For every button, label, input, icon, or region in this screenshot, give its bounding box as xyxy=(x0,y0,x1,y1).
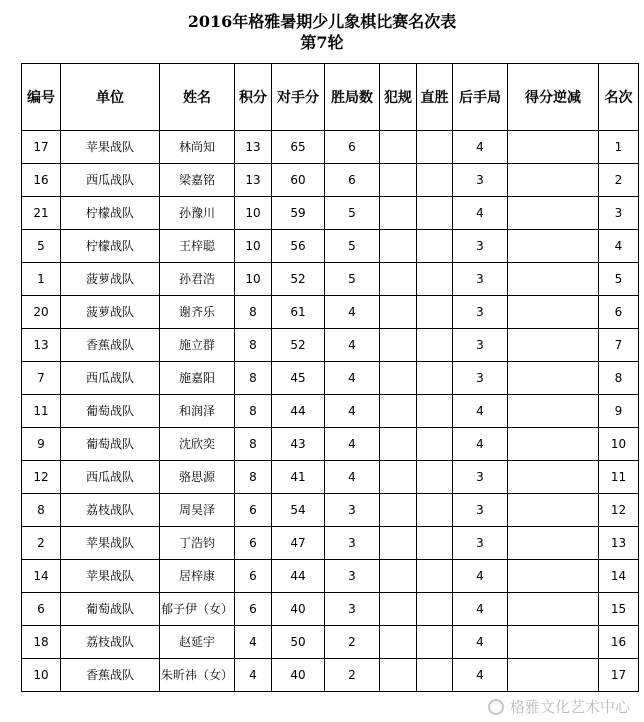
cell-points: 6 xyxy=(235,560,272,593)
cell-black-games: 4 xyxy=(453,659,508,692)
cell-black-games: 3 xyxy=(453,164,508,197)
cell-points: 4 xyxy=(235,626,272,659)
cell-rank: 4 xyxy=(599,230,639,263)
cell-number: 11 xyxy=(22,395,61,428)
cell-black-games: 3 xyxy=(453,494,508,527)
cell-wins: 4 xyxy=(325,329,380,362)
cell-black-games: 4 xyxy=(453,131,508,164)
cell-team: 荔枝战队 xyxy=(61,626,160,659)
cell-points: 6 xyxy=(235,494,272,527)
cell-rank: 14 xyxy=(599,560,639,593)
cell-points: 10 xyxy=(235,197,272,230)
cell-reverse-score xyxy=(508,461,599,494)
cell-opponent-score: 61 xyxy=(272,296,325,329)
cell-name: 施嘉阳 xyxy=(160,362,235,395)
cell-fouls xyxy=(380,362,417,395)
cell-name: 朱昕祎（女） xyxy=(160,659,235,692)
cell-number: 2 xyxy=(22,527,61,560)
table-row xyxy=(22,560,639,593)
table-row xyxy=(22,263,639,296)
cell-direct-wins xyxy=(417,395,453,428)
cell-reverse-score xyxy=(508,428,599,461)
cell-name: 孙君浩 xyxy=(160,263,235,296)
cell-name: 居梓康 xyxy=(160,560,235,593)
cell-wins: 4 xyxy=(325,461,380,494)
cell-team: 葡萄战队 xyxy=(61,593,160,626)
cell-black-games: 3 xyxy=(453,296,508,329)
cell-opponent-score: 52 xyxy=(272,329,325,362)
wechat-logo-icon xyxy=(488,699,504,715)
cell-wins: 4 xyxy=(325,428,380,461)
cell-name: 谢齐乐 xyxy=(160,296,235,329)
cell-wins: 6 xyxy=(325,164,380,197)
cell-name: 丁浩钧 xyxy=(160,527,235,560)
cell-number: 17 xyxy=(22,131,61,164)
cell-black-games: 4 xyxy=(453,428,508,461)
cell-direct-wins xyxy=(417,296,453,329)
table-row xyxy=(22,131,639,164)
cell-team: 香蕉战队 xyxy=(61,659,160,692)
cell-number: 7 xyxy=(22,362,61,395)
cell-team: 葡萄战队 xyxy=(61,428,160,461)
cell-team: 苹果战队 xyxy=(61,560,160,593)
cell-rank: 12 xyxy=(599,494,639,527)
cell-name: 赵延宇 xyxy=(160,626,235,659)
cell-reverse-score xyxy=(508,263,599,296)
cell-rank: 5 xyxy=(599,263,639,296)
cell-wins: 3 xyxy=(325,593,380,626)
cell-points: 8 xyxy=(235,362,272,395)
cell-reverse-score xyxy=(508,131,599,164)
cell-rank: 8 xyxy=(599,362,639,395)
cell-opponent-score: 59 xyxy=(272,197,325,230)
header-reverse-score: 得分逆减 xyxy=(508,64,599,131)
header-direct-wins: 直胜 xyxy=(417,64,453,131)
cell-reverse-score xyxy=(508,329,599,362)
cell-opponent-score: 52 xyxy=(272,263,325,296)
cell-number: 6 xyxy=(22,593,61,626)
cell-rank: 7 xyxy=(599,329,639,362)
cell-fouls xyxy=(380,164,417,197)
cell-direct-wins xyxy=(417,593,453,626)
cell-direct-wins xyxy=(417,560,453,593)
cell-fouls xyxy=(380,593,417,626)
cell-reverse-score xyxy=(508,230,599,263)
table-row xyxy=(22,428,639,461)
cell-name: 骆思源 xyxy=(160,461,235,494)
table-row xyxy=(22,230,639,263)
table-body xyxy=(22,131,639,692)
cell-black-games: 3 xyxy=(453,362,508,395)
cell-number: 14 xyxy=(22,560,61,593)
cell-rank: 3 xyxy=(599,197,639,230)
table-row xyxy=(22,659,639,692)
cell-opponent-score: 50 xyxy=(272,626,325,659)
header-opponent-score: 对手分 xyxy=(272,64,325,131)
cell-name: 郁子伊（女） xyxy=(160,593,235,626)
cell-points: 8 xyxy=(235,428,272,461)
cell-direct-wins xyxy=(417,461,453,494)
cell-points: 8 xyxy=(235,296,272,329)
cell-direct-wins xyxy=(417,164,453,197)
watermark xyxy=(488,696,630,717)
cell-number: 18 xyxy=(22,626,61,659)
table-row xyxy=(22,626,639,659)
cell-team: 苹果战队 xyxy=(61,131,160,164)
cell-points: 10 xyxy=(235,263,272,296)
cell-name: 梁嘉铭 xyxy=(160,164,235,197)
cell-opponent-score: 65 xyxy=(272,131,325,164)
cell-direct-wins xyxy=(417,527,453,560)
cell-opponent-score: 45 xyxy=(272,362,325,395)
cell-black-games: 3 xyxy=(453,527,508,560)
watermark-text: 格雅文化艺术中心 xyxy=(509,698,630,716)
cell-rank: 1 xyxy=(599,131,639,164)
cell-black-games: 3 xyxy=(453,263,508,296)
cell-team: 柠檬战队 xyxy=(61,230,160,263)
table-row xyxy=(22,461,639,494)
cell-fouls xyxy=(380,494,417,527)
cell-opponent-score: 56 xyxy=(272,230,325,263)
header-rank: 名次 xyxy=(599,64,639,131)
cell-name: 沈欣奕 xyxy=(160,428,235,461)
cell-opponent-score: 44 xyxy=(272,560,325,593)
cell-team: 西瓜战队 xyxy=(61,461,160,494)
cell-reverse-score xyxy=(508,197,599,230)
cell-rank: 9 xyxy=(599,395,639,428)
cell-opponent-score: 40 xyxy=(272,593,325,626)
cell-reverse-score xyxy=(508,593,599,626)
cell-points: 13 xyxy=(235,164,272,197)
cell-rank: 11 xyxy=(599,461,639,494)
cell-opponent-score: 54 xyxy=(272,494,325,527)
cell-fouls xyxy=(380,329,417,362)
cell-direct-wins xyxy=(417,230,453,263)
cell-number: 13 xyxy=(22,329,61,362)
cell-opponent-score: 47 xyxy=(272,527,325,560)
cell-wins: 5 xyxy=(325,197,380,230)
cell-number: 21 xyxy=(22,197,61,230)
cell-fouls xyxy=(380,428,417,461)
cell-wins: 3 xyxy=(325,560,380,593)
cell-number: 10 xyxy=(22,659,61,692)
cell-team: 西瓜战队 xyxy=(61,362,160,395)
header-black-games: 后手局 xyxy=(453,64,508,131)
cell-rank: 17 xyxy=(599,659,639,692)
cell-number: 20 xyxy=(22,296,61,329)
cell-number: 1 xyxy=(22,263,61,296)
cell-wins: 6 xyxy=(325,131,380,164)
cell-name: 周昊泽 xyxy=(160,494,235,527)
cell-direct-wins xyxy=(417,428,453,461)
cell-rank: 10 xyxy=(599,428,639,461)
cell-reverse-score xyxy=(508,296,599,329)
cell-fouls xyxy=(380,395,417,428)
cell-direct-wins xyxy=(417,626,453,659)
cell-name: 孙豫川 xyxy=(160,197,235,230)
cell-fouls xyxy=(380,461,417,494)
cell-points: 10 xyxy=(235,230,272,263)
cell-black-games: 3 xyxy=(453,329,508,362)
cell-reverse-score xyxy=(508,164,599,197)
header-points: 积分 xyxy=(235,64,272,131)
header-fouls: 犯规 xyxy=(380,64,417,131)
cell-fouls xyxy=(380,296,417,329)
cell-name: 王梓聪 xyxy=(160,230,235,263)
cell-reverse-score xyxy=(508,626,599,659)
cell-team: 柠檬战队 xyxy=(61,197,160,230)
table-row xyxy=(22,296,639,329)
header-number: 编号 xyxy=(22,64,61,131)
cell-wins: 2 xyxy=(325,626,380,659)
cell-team: 西瓜战队 xyxy=(61,164,160,197)
cell-reverse-score xyxy=(508,395,599,428)
cell-fouls xyxy=(380,527,417,560)
cell-points: 4 xyxy=(235,659,272,692)
cell-black-games: 3 xyxy=(453,230,508,263)
cell-direct-wins xyxy=(417,329,453,362)
cell-opponent-score: 40 xyxy=(272,659,325,692)
cell-opponent-score: 41 xyxy=(272,461,325,494)
cell-points: 6 xyxy=(235,527,272,560)
cell-fouls xyxy=(380,659,417,692)
cell-reverse-score xyxy=(508,659,599,692)
cell-black-games: 4 xyxy=(453,560,508,593)
cell-fouls xyxy=(380,230,417,263)
cell-wins: 3 xyxy=(325,494,380,527)
cell-points: 13 xyxy=(235,131,272,164)
cell-black-games: 4 xyxy=(453,197,508,230)
cell-number: 8 xyxy=(22,494,61,527)
cell-number: 9 xyxy=(22,428,61,461)
cell-rank: 6 xyxy=(599,296,639,329)
cell-number: 12 xyxy=(22,461,61,494)
cell-team: 葡萄战队 xyxy=(61,395,160,428)
table-row xyxy=(22,593,639,626)
table-row xyxy=(22,395,639,428)
cell-opponent-score: 44 xyxy=(272,395,325,428)
cell-team: 菠萝战队 xyxy=(61,263,160,296)
cell-rank: 16 xyxy=(599,626,639,659)
cell-wins: 5 xyxy=(325,230,380,263)
cell-reverse-score xyxy=(508,560,599,593)
cell-wins: 4 xyxy=(325,362,380,395)
cell-black-games: 4 xyxy=(453,626,508,659)
header-row xyxy=(22,64,639,131)
cell-name: 施立群 xyxy=(160,329,235,362)
cell-wins: 3 xyxy=(325,527,380,560)
cell-team: 苹果战队 xyxy=(61,527,160,560)
cell-points: 8 xyxy=(235,395,272,428)
cell-direct-wins xyxy=(417,659,453,692)
cell-name: 林尚知 xyxy=(160,131,235,164)
table-row xyxy=(22,527,639,560)
cell-black-games: 3 xyxy=(453,461,508,494)
header-wins: 胜局数 xyxy=(325,64,380,131)
cell-fouls xyxy=(380,197,417,230)
cell-fouls xyxy=(380,131,417,164)
table-row xyxy=(22,164,639,197)
cell-number: 16 xyxy=(22,164,61,197)
results-table xyxy=(21,63,639,692)
cell-black-games: 4 xyxy=(453,395,508,428)
table-row xyxy=(22,197,639,230)
cell-direct-wins xyxy=(417,197,453,230)
cell-points: 8 xyxy=(235,461,272,494)
table-row xyxy=(22,494,639,527)
cell-black-games: 4 xyxy=(453,593,508,626)
cell-rank: 2 xyxy=(599,164,639,197)
table-row xyxy=(22,362,639,395)
cell-opponent-score: 43 xyxy=(272,428,325,461)
cell-wins: 5 xyxy=(325,263,380,296)
cell-fouls xyxy=(380,626,417,659)
cell-reverse-score xyxy=(508,527,599,560)
round-subtitle: 第7轮 xyxy=(300,33,344,52)
cell-direct-wins xyxy=(417,131,453,164)
cell-number: 5 xyxy=(22,230,61,263)
cell-name: 和润泽 xyxy=(160,395,235,428)
cell-direct-wins xyxy=(417,362,453,395)
cell-direct-wins xyxy=(417,494,453,527)
header-name: 姓名 xyxy=(160,64,235,131)
header-team: 单位 xyxy=(61,64,160,131)
cell-reverse-score xyxy=(508,494,599,527)
cell-team: 荔枝战队 xyxy=(61,494,160,527)
cell-wins: 4 xyxy=(325,395,380,428)
table-row xyxy=(22,329,639,362)
cell-wins: 4 xyxy=(325,296,380,329)
cell-wins: 2 xyxy=(325,659,380,692)
cell-points: 6 xyxy=(235,593,272,626)
cell-opponent-score: 60 xyxy=(272,164,325,197)
table-title: 2016年格雅暑期少儿象棋比赛名次表 xyxy=(187,12,457,31)
cell-fouls xyxy=(380,263,417,296)
cell-direct-wins xyxy=(417,263,453,296)
cell-fouls xyxy=(380,560,417,593)
cell-team: 香蕉战队 xyxy=(61,329,160,362)
cell-points: 8 xyxy=(235,329,272,362)
cell-reverse-score xyxy=(508,362,599,395)
cell-team: 菠萝战队 xyxy=(61,296,160,329)
cell-rank: 13 xyxy=(599,527,639,560)
cell-rank: 15 xyxy=(599,593,639,626)
